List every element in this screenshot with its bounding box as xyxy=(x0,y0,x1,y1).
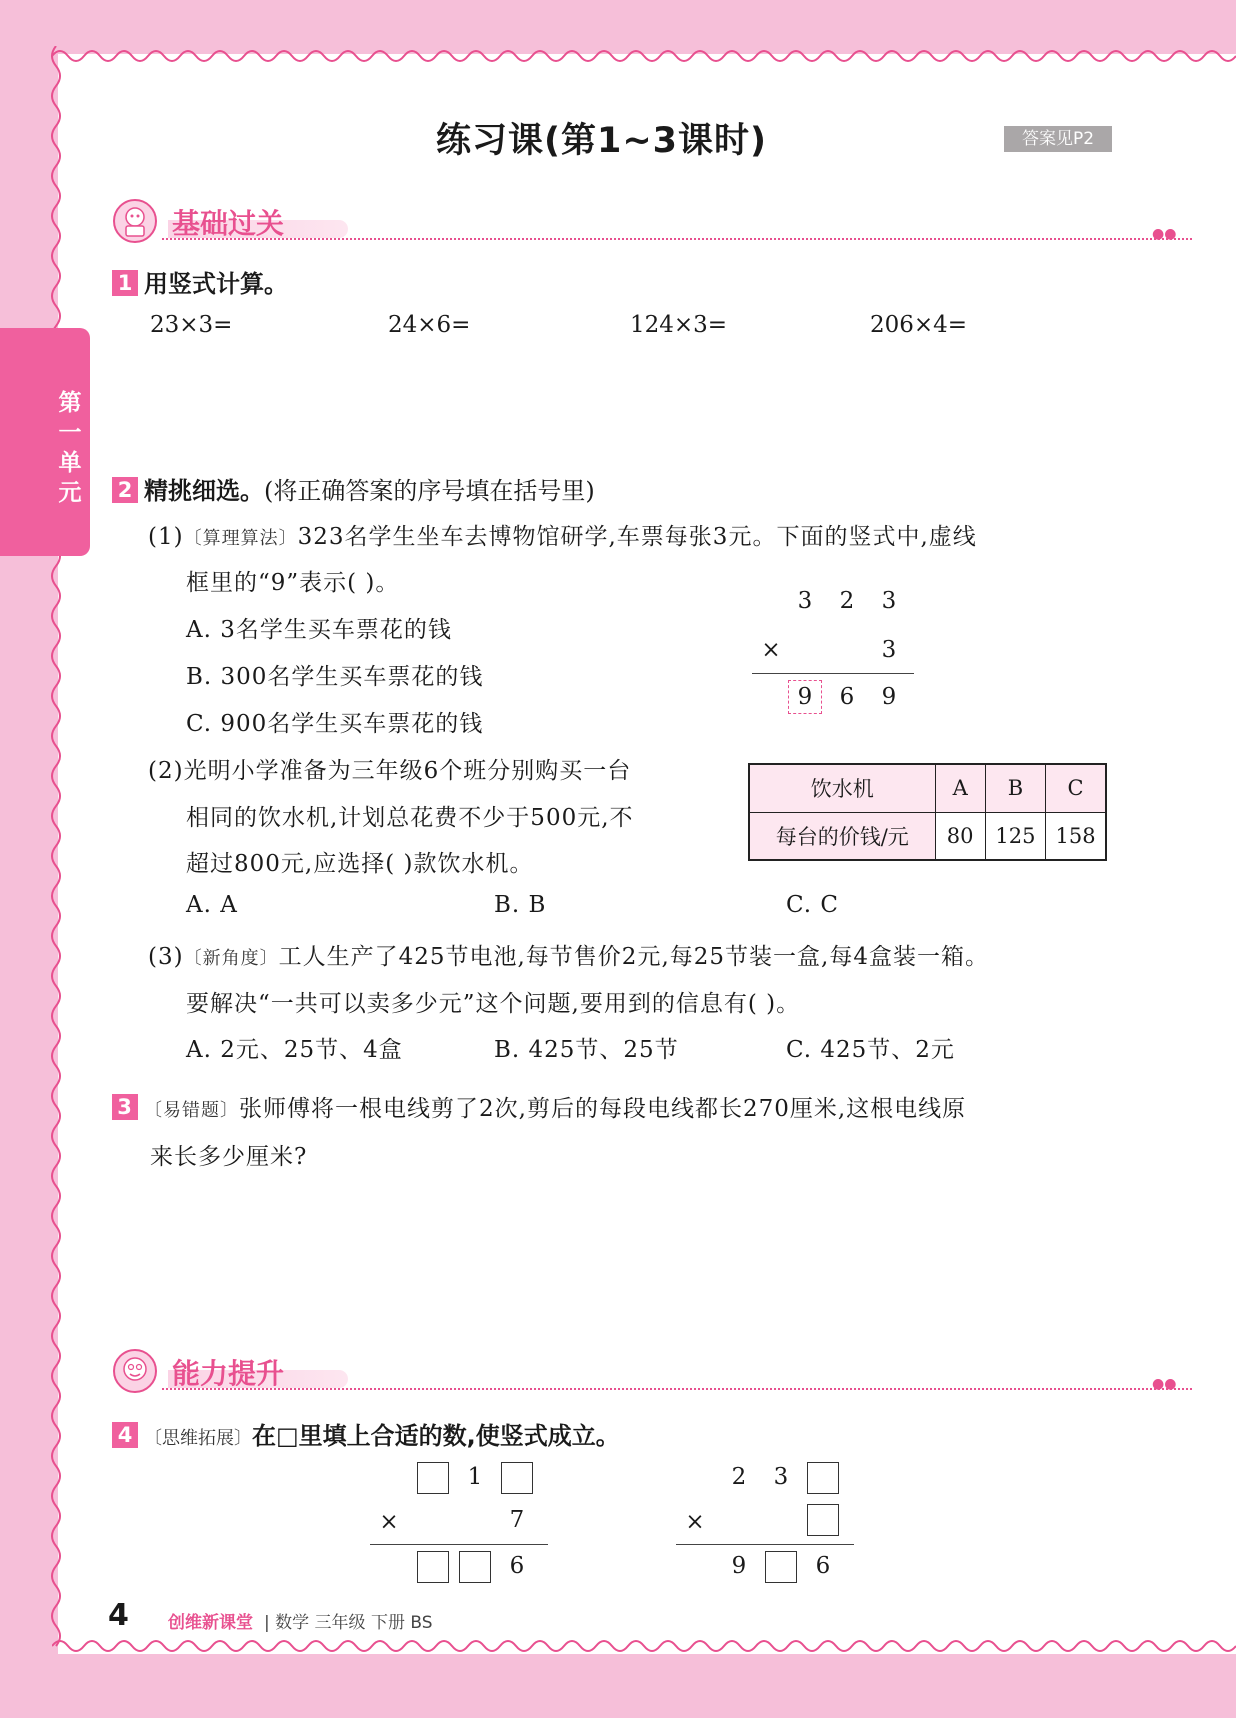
book-meta: | 数学 三年级 下册 BS xyxy=(264,1613,433,1633)
calc-expression: 24×6= xyxy=(388,312,471,338)
vertical-rule xyxy=(370,1544,548,1545)
unit-tab-char: 单 xyxy=(58,450,82,476)
question-tag: 〔易错题〕 xyxy=(144,1100,239,1121)
q2-part2-line2: 相同的饮水机,计划总花费不少于500元,不 xyxy=(186,805,634,831)
question-text: 工人生产了425节电池,每节售价2元,每25节装一盒,每4盒装一箱。 xyxy=(278,944,989,970)
digit: 6 xyxy=(839,684,855,710)
unit-tab-char: 第 xyxy=(58,390,82,416)
vertical-rule xyxy=(676,1544,854,1545)
digit: 6 xyxy=(509,1553,525,1579)
question-tag: 〔新角度〕 xyxy=(183,948,279,969)
question-tag: 〔算理算法〕 xyxy=(183,528,298,549)
wavy-border-bottom xyxy=(52,1636,1236,1656)
price-table xyxy=(748,763,1107,861)
unit-tab-label xyxy=(52,388,88,508)
digit: 3 xyxy=(797,588,813,614)
multiply-sign: × xyxy=(761,637,781,663)
question-3-line1 xyxy=(112,1090,966,1123)
digit: 3 xyxy=(881,637,897,663)
answer-reference-badge: 答案见P2 xyxy=(1004,126,1112,152)
section-title: 能力提升 xyxy=(172,1357,285,1390)
cartoon-mascot-icon xyxy=(112,1348,158,1394)
table-row xyxy=(749,812,1106,860)
option-b: B. 425节、25节 xyxy=(494,1037,679,1063)
divider-end-ornament: ●● xyxy=(1152,226,1177,242)
question-note: (将正确答案的序号填在括号里) xyxy=(264,477,595,505)
table-cell: C xyxy=(1046,764,1106,812)
q2-part1-line2: 框里的“9”表示( )。 xyxy=(186,570,400,596)
option-c: C. 425节、2元 xyxy=(786,1037,955,1063)
blank-box[interactable] xyxy=(459,1551,491,1583)
part-number: (2) xyxy=(148,758,184,784)
digit: 3 xyxy=(773,1464,789,1490)
q2-part1-line1 xyxy=(148,518,977,551)
page-number: 4 xyxy=(108,1598,129,1633)
digit: 1 xyxy=(467,1464,483,1490)
blank-box[interactable] xyxy=(501,1462,533,1494)
blank-box[interactable] xyxy=(807,1504,839,1536)
question-number-badge: 4 xyxy=(112,1422,138,1448)
option-c: C. 900名学生买车票花的钱 xyxy=(186,711,484,737)
question-text: 光明小学准备为三年级6个班分别购买一台 xyxy=(183,758,632,784)
q2-part2-line1 xyxy=(148,752,631,785)
table-header-cell: 饮水机 xyxy=(749,764,935,812)
question-prompt: 用竖式计算。 xyxy=(144,270,288,298)
question-2-heading xyxy=(112,471,595,506)
table-cell: 80 xyxy=(935,812,985,860)
table-cell: B xyxy=(985,764,1045,812)
unit-tab-char: 元 xyxy=(58,480,82,506)
blank-box[interactable] xyxy=(417,1462,449,1494)
multiply-sign: × xyxy=(379,1509,399,1535)
digit: 7 xyxy=(509,1507,525,1533)
multiply-sign: × xyxy=(685,1509,705,1535)
question-number-badge: 1 xyxy=(112,270,138,296)
option-a: A. 2元、25节、4盒 xyxy=(186,1037,403,1063)
question-1-heading xyxy=(112,264,288,299)
part-number: (3) xyxy=(148,944,184,970)
question-prompt: 精挑细选。 xyxy=(144,477,264,505)
q2-part2-line3: 超过800元,应选择( )款饮水机。 xyxy=(186,851,534,877)
blank-box[interactable] xyxy=(417,1551,449,1583)
question-text: 张师傅将一根电线剪了2次,剪后的每段电线都长270厘米,这根电线原 xyxy=(239,1096,967,1122)
section-divider xyxy=(162,1388,1192,1390)
digit: 3 xyxy=(881,588,897,614)
option-b: B. 300名学生买车票花的钱 xyxy=(186,664,484,690)
calc-expression: 23×3= xyxy=(150,312,233,338)
page-title: 练习课(第1~3课时) xyxy=(436,121,768,161)
table-header-cell: 每台的价钱/元 xyxy=(749,812,935,860)
digit: 2 xyxy=(839,588,855,614)
question-number-badge: 2 xyxy=(112,477,138,503)
vertical-rule xyxy=(752,673,914,674)
unit-tab-char: 一 xyxy=(58,420,82,446)
blank-box[interactable] xyxy=(807,1462,839,1494)
calc-expression: 124×3= xyxy=(630,312,728,338)
digit: 9 xyxy=(731,1553,747,1579)
blank-box[interactable] xyxy=(765,1551,797,1583)
digit: 2 xyxy=(731,1464,747,1490)
q2-part3-line2: 要解决“一共可以卖多少元”这个问题,要用到的信息有( )。 xyxy=(186,991,801,1017)
question-4-heading xyxy=(112,1416,620,1451)
question-number-badge: 3 xyxy=(112,1094,138,1120)
question-3-line2: 来长多少厘米? xyxy=(150,1144,308,1170)
question-tag: 〔思维拓展〕 xyxy=(144,1428,252,1449)
option-c: C. C xyxy=(786,892,839,918)
table-cell: A xyxy=(935,764,985,812)
wavy-border-top xyxy=(52,46,1236,66)
option-a: A. A xyxy=(186,892,238,918)
digit: 9 xyxy=(797,684,813,710)
part-number: (1) xyxy=(148,524,184,550)
digit: 6 xyxy=(815,1553,831,1579)
calc-expression: 206×4= xyxy=(870,312,968,338)
option-a: A. 3名学生买车票花的钱 xyxy=(186,617,452,643)
divider-end-ornament: ●● xyxy=(1152,1376,1177,1392)
cartoon-mascot-icon xyxy=(112,198,158,244)
option-b: B. B xyxy=(494,892,547,918)
section-divider xyxy=(162,238,1192,240)
brand-name: 创维新课堂 xyxy=(168,1613,253,1633)
digit: 9 xyxy=(881,684,897,710)
table-cell: 158 xyxy=(1046,812,1106,860)
section-title: 基础过关 xyxy=(172,207,285,240)
wavy-border-left xyxy=(48,46,64,1656)
table-cell: 125 xyxy=(985,812,1045,860)
table-row xyxy=(749,764,1106,812)
q2-part3-line1 xyxy=(148,938,989,971)
question-prompt: 在□里填上合适的数,使竖式成立。 xyxy=(252,1422,620,1450)
question-text: 323名学生坐车去博物馆研学,车票每张3元。下面的竖式中,虚线 xyxy=(297,524,977,550)
